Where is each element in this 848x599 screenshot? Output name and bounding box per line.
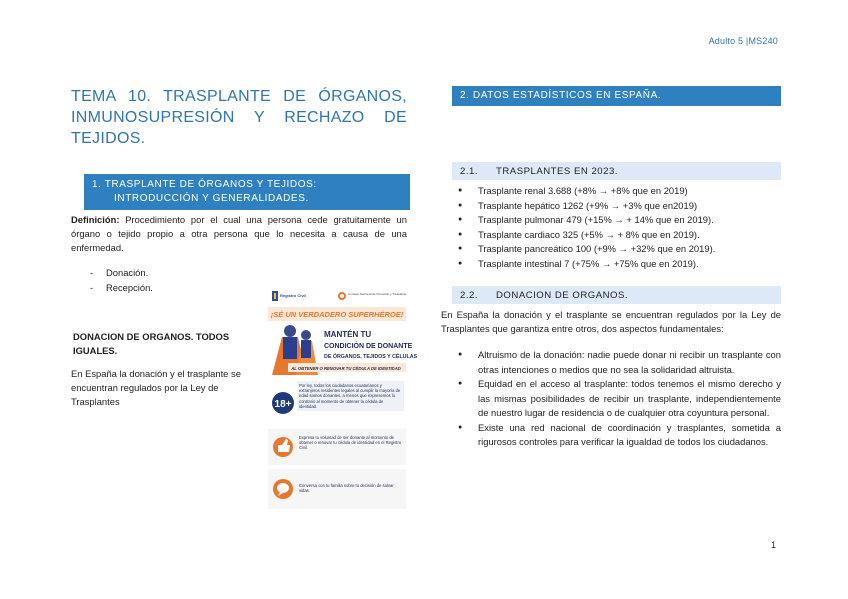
donation-subtitle: DONACION DE ORGANOS. TODOS IGUALES. (73, 331, 230, 356)
section-1-heading-line1: 1. TRASPLANTE DE ÓRGANOS Y TEJIDOS: (92, 179, 317, 190)
list-item: - Donación. (90, 266, 153, 281)
donation-law-paragraph: En España la donación y el trasplante se encuentran regulados por la Ley de Trasplantes que garantiza entre otros, dos aspectos fundamentales: (441, 309, 781, 334)
donor-poster-image (268, 287, 418, 511)
list-item: - Recepción. (90, 281, 153, 296)
subsection-number: 2.1. (460, 166, 479, 177)
poster-subline: AL OBTENER O RENOVAR TU CÉDULA DE IDENTIDAD (291, 366, 401, 371)
principles-list (452, 348, 781, 450)
page-title: TEMA 10. TRASPLANTE DE ÓRGANOS, INMUNOSUPRESIÓN Y RECHAZO DE TEJIDOS. (71, 88, 407, 147)
subsection-title: DONACION DE ORGANOS. (496, 290, 629, 301)
definition-text: Procedimiento por el cual una persona cede gratuitamente un órgano o tejido propio a otra persona que lo necesita a causa de una enfermedad. (71, 214, 407, 253)
donation-reception-list (90, 266, 153, 295)
subsection-number: 2.2. (460, 290, 479, 301)
poster-headline-1: MANTÉN TU (324, 330, 372, 339)
list-item: ● Equidad en el acceso al trasplante: todos tenemos el mismo derecho y las mismas posibilidades de recibir un trasplante, independientemente de nuestro lugar de residencia o de cualquier otra coyuntura personal. (452, 377, 781, 421)
definition-paragraph (71, 213, 407, 255)
section-1-heading-line2: INTRODUCCIÓN Y GENERALIDADES. (114, 193, 309, 204)
age-badge: 18+ (274, 399, 292, 410)
poster-headline-3: DE ÓRGANOS, TEJIDOS Y CÉLULAS (324, 354, 418, 360)
poster-step-2: Expresa tu voluntad de ser donante al momento de obtener o renovar tu cédula de identidad en el Registro Civil. (299, 435, 402, 451)
subsection-2-1-heading (452, 162, 781, 180)
poster-step-3: Conversa con tu familia sobre tu decisión de salvar vidas. (299, 483, 394, 494)
transplant-stats-list (452, 184, 781, 271)
poster-headline-2: CONDICIÓN DE DONANTE (324, 343, 413, 350)
list-item: ● Trasplante intestinal 7 (+75% → +75% que en 2019). (452, 257, 781, 272)
list-item: ● Trasplante renal 3.688 (+8% → +8% que en 2019) (452, 184, 781, 199)
page-number: 1 (770, 540, 776, 550)
donation-law-text: En España la donación y el trasplante se encuentran regulados por la Ley de Trasplantes (71, 368, 241, 407)
logo1-text: Registro Civil (280, 293, 306, 298)
list-item: ● Trasplante pancreático 100 (+9% → +32% que en 2019). (452, 242, 781, 257)
poster-banner: ¡SÉ UN VERDADERO SUPERHÉROE! (270, 310, 404, 319)
definition-label: Definición: (71, 214, 120, 225)
list-item: ● Trasplante pulmonar 479 (+15% → + 14% que en 2019). (452, 213, 781, 228)
section-2-heading: 2. DATOS ESTADÍSTICOS EN ESPAÑA. (452, 86, 781, 106)
logo2-text: Consejo Nacional de Donación y Trasplante (348, 292, 407, 296)
list-item: ● Trasplante cardiaco 325 (+5% → + 8% que en 2019). (452, 228, 781, 243)
subsection-2-2-heading (452, 286, 781, 304)
section-1-heading (84, 174, 410, 210)
list-item: ● Trasplante hepático 1262 (+9% → +3% que en2019) (452, 199, 781, 214)
poster-step-1: Por ley, todos los ciudadanos ecuatorianos y extranjeros residentes legales al cumplir la mayoría de edad somos donantes, a menos que expresemos lo contrario al momento de obtener la cédula de identidad. (297, 381, 404, 411)
subsection-title: TRASPLANTES EN 2023. (496, 166, 618, 177)
course-header: Adulto 5 |MS240 (708, 36, 778, 46)
list-item: ● Existe una red nacional de coordinación y trasplantes, sometida a rigurosos controles para verificar la igualdad de todos los ciudadanos. (452, 421, 781, 450)
list-item: ● Altruismo de la donación: nadie puede donar ni recibir un trasplante con otras intenciones o medios que no sea la solidaridad altruista. (452, 348, 781, 377)
